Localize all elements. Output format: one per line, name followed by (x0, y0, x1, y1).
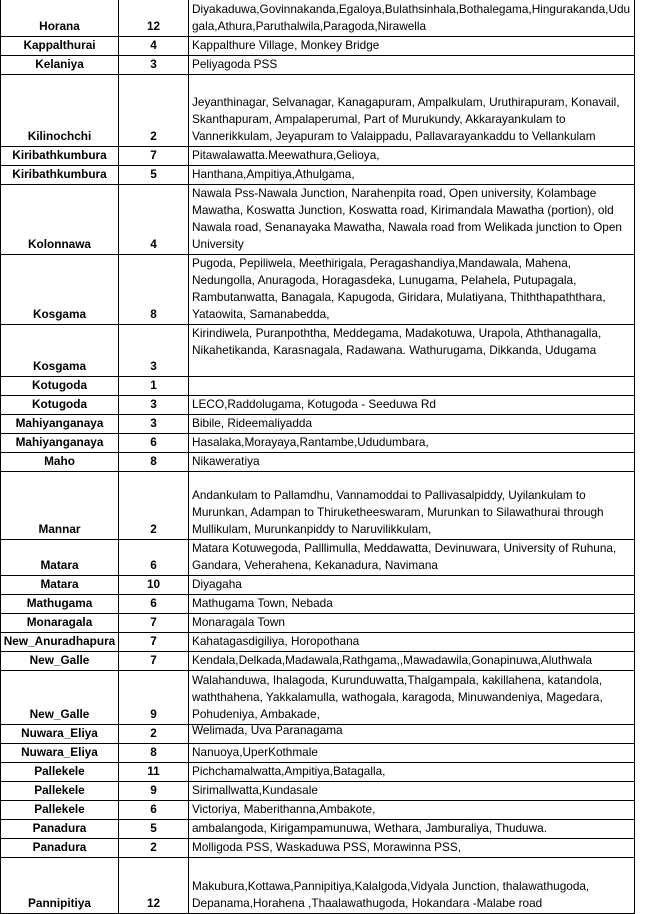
places-cell: Molligoda PSS, Waskaduwa PSS, Morawinna PSS, (189, 839, 635, 858)
count-cell: 3 (119, 325, 189, 377)
count-cell: 7 (119, 614, 189, 633)
places-cell: Kappalthure Village, Monkey Bridge (189, 37, 635, 56)
table-body (1, 0, 635, 914)
table-row (1, 434, 635, 453)
table-row (1, 595, 635, 614)
places-cell: Pichchamalwatta,Ampitiya,Batagalla, (189, 763, 635, 782)
places-cell: LECO,Raddolugama, Kotugoda - Seeduwa Rd (189, 396, 635, 415)
table-row (1, 166, 635, 185)
area-cell: Nuwara_Eliya (1, 744, 119, 763)
table-row (1, 396, 635, 415)
table-row (1, 377, 635, 396)
table-row (1, 415, 635, 434)
places-cell: Hasalaka,Morayaya,Rantambe,Ududumbara, (189, 434, 635, 453)
count-cell: 1 (119, 377, 189, 396)
places-cell: Andankulam to Pallamdhu, Vannamoddai to Pallivasalpiddy, Uyilankulam to Murunkan, Adampan to Thiruketheeswaram, Murunkan to Silawathurai through Mullikulam, Murunkanpiddy to Naruvilikkulam, (189, 472, 635, 540)
table-row (1, 725, 635, 744)
count-cell: 9 (119, 782, 189, 801)
count-cell: 6 (119, 595, 189, 614)
table-row (1, 801, 635, 820)
area-cell: Kosgama (1, 325, 119, 377)
places-cell: Mathugama Town, Nebada (189, 595, 635, 614)
count-cell: 7 (119, 652, 189, 671)
area-cell: Panadura (1, 839, 119, 858)
count-cell: 2 (119, 839, 189, 858)
places-cell: Monaragala Town (189, 614, 635, 633)
places-cell: Matara Kotuwegoda, Palllimulla, Meddawatta, Devinuwara, University of Ruhuna, Gandara, Veherahena, Kekanadura, Navimana (189, 540, 635, 576)
count-cell: 8 (119, 453, 189, 472)
area-cell: Matara (1, 540, 119, 576)
table-row (1, 652, 635, 671)
count-cell: 2 (119, 725, 189, 744)
table-row (1, 782, 635, 801)
table-row (1, 671, 635, 725)
places-cell: Kirindiwela, Puranpoththa, Meddegama, Madakotuwa, Urapola, Aththanagalla, Nikahetikanda, Karasnagala, Radawana. Wathurugama, Dikkanda, Udugama (189, 325, 635, 377)
table-row (1, 255, 635, 325)
table-row (1, 820, 635, 839)
count-cell: 5 (119, 820, 189, 839)
area-cell: Mathugama (1, 595, 119, 614)
places-cell: Pugoda, Pepiliwela, Meethirigala, Peragashandiya,Mandawala, Mahena, Nedungolla, Anuragoda, Horagasdeka, Lunugama, Pelahela, Putupagala, Rambutanwatta, Banagala, Kapugoda, Giridara, Mulatiyana, Thiththapaththara, Yataowita, Samanabedda, (189, 255, 635, 325)
count-cell: 3 (119, 415, 189, 434)
area-cell: Kolonnawa (1, 185, 119, 255)
count-cell: 2 (119, 472, 189, 540)
area-cell: Pallekele (1, 801, 119, 820)
table-row (1, 540, 635, 576)
area-cell: New_Anuradhapura (1, 633, 119, 652)
count-cell: 12 (119, 858, 189, 914)
area-cell: Kappalthurai (1, 37, 119, 56)
places-cell: Nanuoya,UperKothmale (189, 744, 635, 763)
table-row (1, 744, 635, 763)
area-cell: Kiribathkumbura (1, 147, 119, 166)
count-cell: 4 (119, 185, 189, 255)
places-cell: Makubura,Kottawa,Pannipitiya,Kalalgoda,Vidyala Junction, thalawathugoda, Depanama,Horahena ,Thaalawathugoda, Hokandara -Malabe road (189, 858, 635, 914)
area-cell: Kiribathkumbura (1, 166, 119, 185)
count-cell: 4 (119, 37, 189, 56)
area-cell: Pallekele (1, 782, 119, 801)
area-cell: Nuwara_Eliya (1, 725, 119, 744)
count-cell: 7 (119, 633, 189, 652)
table-row (1, 325, 635, 377)
count-cell: 6 (119, 801, 189, 820)
places-cell (189, 377, 635, 396)
places-cell: Victoriya, Maberithanna,Ambakote, (189, 801, 635, 820)
count-cell: 9 (119, 671, 189, 725)
table-row (1, 56, 635, 75)
places-cell: Walahanduwa, Ihalagoda, Kurunduwatta,Thalgampala, kakillahena, katandola, waththahena, Yakkalamulla, wathogala, karagoda, Minuwandeniya, Magedara, Pohudeniya, Ambakade, (189, 671, 635, 725)
count-cell: 8 (119, 255, 189, 325)
table-row (1, 37, 635, 56)
count-cell: 12 (119, 0, 189, 37)
count-cell: 3 (119, 396, 189, 415)
places-cell: Jeyanthinagar, Selvanagar, Kanagapuram, Ampalkulam, Uruthirapuram, Konavail, Skanthapuram, Ampalaperumal, Part of Murukundy, Akkarayankulam to Vannerikkulam, Jeyapuram to Valaippadu, Pallavarayankaddu to Vellankulam (189, 75, 635, 147)
area-cell: Mannar (1, 472, 119, 540)
table-row (1, 858, 635, 914)
places-cell: Bibile, Rideemaliyadda (189, 415, 635, 434)
area-cell: New_Galle (1, 652, 119, 671)
area-cell: Kotugoda (1, 396, 119, 415)
count-cell: 2 (119, 75, 189, 147)
area-cell: Horana (1, 0, 119, 37)
area-cell: Kilinochchi (1, 75, 119, 147)
area-cell: Kosgama (1, 255, 119, 325)
area-cell: Matara (1, 576, 119, 595)
places-cell: Welimada, Uva Paranagama (189, 725, 635, 744)
places-cell: Nawala Pss-Nawala Junction, Narahenpita road, Open university, Kolambage Mawatha, Koswatta Junction, Koswatta road, Kirimandala Mawatha (portion), old Nawala road, Senanayaka Mawatha, Nawala road from Welikada junction to Open University (189, 185, 635, 255)
places-cell: Kahatagasdigiliya, Horopothana (189, 633, 635, 652)
table-row (1, 75, 635, 147)
count-cell: 3 (119, 56, 189, 75)
places-cell: Peliyagoda PSS (189, 56, 635, 75)
places-cell: Kendala,Delkada,Madawala,Rathgama,,Mawadawila,Gonapinuwa,Aluthwala (189, 652, 635, 671)
table-row (1, 453, 635, 472)
table-row (1, 614, 635, 633)
places-cell: ambalangoda, Kirigampamunuwa, Wethara, Jamburaliya, Thuduwa. (189, 820, 635, 839)
area-cell: Kotugoda (1, 377, 119, 396)
count-cell: 7 (119, 147, 189, 166)
count-cell: 6 (119, 434, 189, 453)
table-row (1, 633, 635, 652)
places-cell: Pitawalawatta.Meewathura,Gelioya, (189, 147, 635, 166)
area-cell: Mahiyanganaya (1, 434, 119, 453)
area-cell: Panadura (1, 820, 119, 839)
table-row (1, 147, 635, 166)
places-cell: Nikaweratiya (189, 453, 635, 472)
area-cell: Mahiyanganaya (1, 415, 119, 434)
table-row (1, 839, 635, 858)
places-cell: Hanthana,Ampitiya,Athulgama, (189, 166, 635, 185)
area-cell: Monaragala (1, 614, 119, 633)
area-cell: Maho (1, 453, 119, 472)
area-cell: Pannipitiya (1, 858, 119, 914)
area-cell: Pallekele (1, 763, 119, 782)
area-cell: Kelaniya (1, 56, 119, 75)
count-cell: 5 (119, 166, 189, 185)
count-cell: 10 (119, 576, 189, 595)
places-cell: Sirimallwatta,Kundasale (189, 782, 635, 801)
table-row (1, 185, 635, 255)
table-row (1, 0, 635, 37)
count-cell: 8 (119, 744, 189, 763)
table-row (1, 576, 635, 595)
table-row (1, 472, 635, 540)
places-cell: Diyakaduwa,Govinnakanda,Egaloya,Bulathsinhala,Bothalegama,Hingurakanda,Udugala,Athura,Paruthalwila,Paragoda,Nirawella (189, 0, 635, 37)
count-cell: 11 (119, 763, 189, 782)
area-cell: New_Galle (1, 671, 119, 725)
count-cell: 6 (119, 540, 189, 576)
table-row (1, 763, 635, 782)
places-cell: Diyagaha (189, 576, 635, 595)
